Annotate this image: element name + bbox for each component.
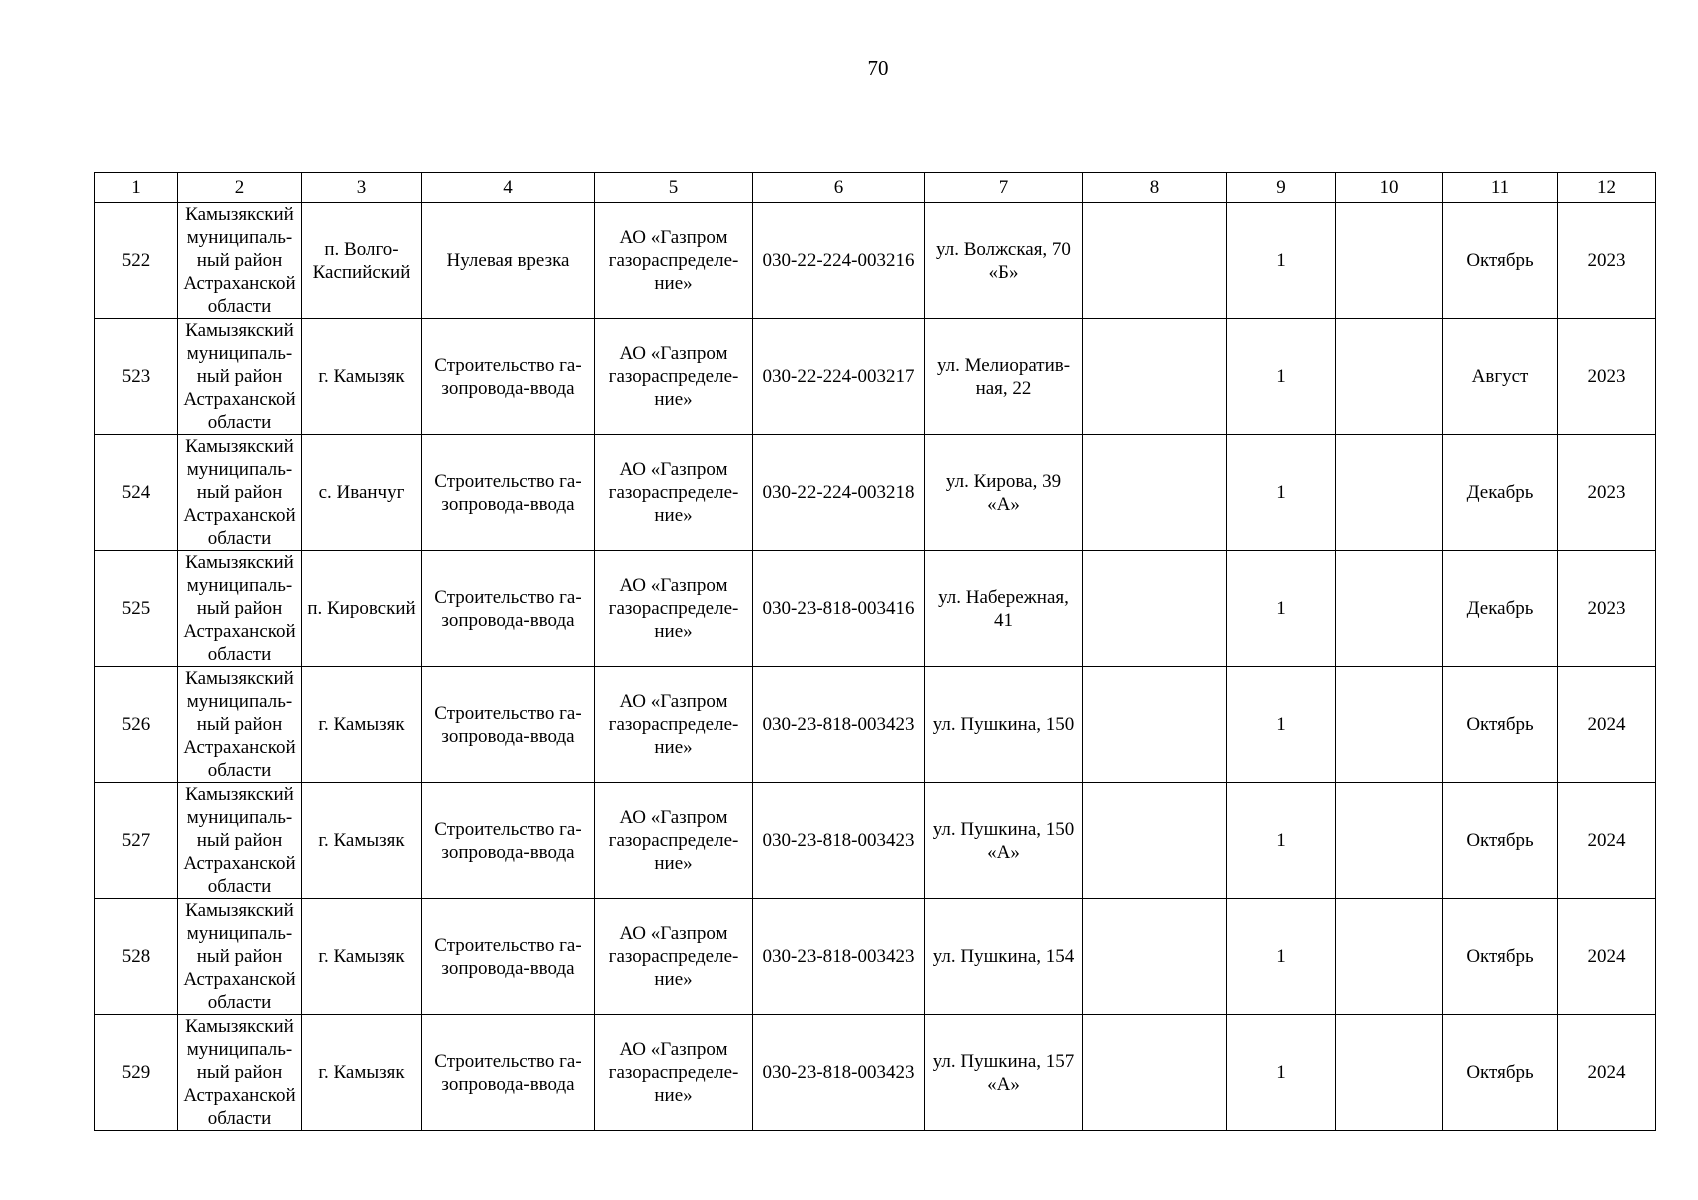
settlement-cell: [302, 319, 422, 435]
work-type-text: Строительство га- зопровода-ввода: [434, 586, 582, 631]
column-header: 3: [302, 173, 422, 203]
address-text: ул. Пушкина, 154: [932, 946, 1075, 967]
column-header: 9: [1227, 173, 1336, 203]
table-body: [95, 203, 1656, 1131]
work-type-cell: [422, 319, 595, 435]
column-10-cell: [1336, 783, 1443, 899]
settlement-cell: [302, 899, 422, 1015]
row-number-cell: 529: [95, 1015, 178, 1131]
column-9-cell: 1: [1227, 435, 1336, 551]
code-cell: 030-22-224-003217: [753, 319, 925, 435]
table-row: [95, 1015, 1656, 1131]
organization-text: АО «Газпром газораспределе- ние»: [608, 807, 739, 874]
settlement-text: г. Камызяк: [318, 946, 405, 967]
table-row: [95, 899, 1656, 1015]
column-10-cell: [1336, 899, 1443, 1015]
organization-text: АО «Газпром газораспределе- ние»: [608, 691, 739, 758]
column-8-cell: [1083, 783, 1227, 899]
settlement-text: г. Камызяк: [318, 830, 405, 851]
organization-text: АО «Газпром газораспределе- ние»: [608, 459, 739, 526]
code-cell: 030-23-818-003423: [753, 667, 925, 783]
work-type-text: Строительство га- зопровода-ввода: [434, 702, 582, 747]
column-9-cell: 1: [1227, 783, 1336, 899]
settlement-cell: [302, 551, 422, 667]
address-cell: [925, 1015, 1083, 1131]
document-table: [94, 172, 1656, 1131]
settlement-text: п. Кировский: [307, 598, 416, 619]
organization-cell: [595, 783, 753, 899]
address-text: ул. Мелиоратив- ная, 22: [936, 354, 1071, 399]
column-9-cell: 1: [1227, 319, 1336, 435]
column-9-cell: 1: [1227, 667, 1336, 783]
page-number: 70: [867, 56, 889, 80]
row-number-cell: 528: [95, 899, 178, 1015]
table-row: [95, 667, 1656, 783]
district-cell: [178, 551, 302, 667]
address-text: ул. Пушкина, 150 «А»: [932, 818, 1075, 863]
organization-text: АО «Газпром газораспределе- ние»: [608, 575, 739, 642]
table-row: [95, 551, 1656, 667]
district-text: Камызякский муниципаль- ный район Астраханской области: [183, 552, 296, 665]
work-type-text: Строительство га- зопровода-ввода: [434, 1050, 582, 1095]
settlement-cell: [302, 203, 422, 319]
settlement-text: г. Камызяк: [318, 1062, 405, 1083]
address-cell: [925, 783, 1083, 899]
organization-text: АО «Газпром газораспределе- ние»: [608, 343, 739, 410]
column-8-cell: [1083, 319, 1227, 435]
district-text: Камызякский муниципаль- ный район Астраханской области: [183, 668, 296, 781]
address-text: ул. Набережная, 41: [938, 586, 1069, 631]
settlement-text: с. Иванчуг: [318, 482, 405, 503]
code-cell: 030-23-818-003423: [753, 899, 925, 1015]
column-header: 8: [1083, 173, 1227, 203]
column-header: 6: [753, 173, 925, 203]
column-10-cell: [1336, 551, 1443, 667]
year-cell: 2023: [1558, 319, 1656, 435]
organization-text: АО «Газпром газораспределе- ние»: [608, 923, 739, 990]
year-cell: 2024: [1558, 783, 1656, 899]
work-type-text: Нулевая врезка: [446, 250, 570, 271]
row-number-cell: 523: [95, 319, 178, 435]
settlement-cell: [302, 667, 422, 783]
column-8-cell: [1083, 899, 1227, 1015]
work-type-cell: [422, 203, 595, 319]
code-cell: 030-22-224-003216: [753, 203, 925, 319]
column-8-cell: [1083, 203, 1227, 319]
table-row: [95, 435, 1656, 551]
address-text: ул. Пушкина, 150: [932, 714, 1075, 735]
month-cell: Октябрь: [1443, 203, 1558, 319]
district-text: Камызякский муниципаль- ный район Астраханской области: [183, 1016, 296, 1129]
column-8-cell: [1083, 667, 1227, 783]
district-text: Камызякский муниципаль- ный район Астраханской области: [183, 784, 296, 897]
row-number-cell: 524: [95, 435, 178, 551]
district-cell: [178, 319, 302, 435]
month-cell: Октябрь: [1443, 667, 1558, 783]
address-text: ул. Кирова, 39 «А»: [945, 470, 1062, 515]
district-cell: [178, 435, 302, 551]
organization-cell: [595, 435, 753, 551]
month-cell: Август: [1443, 319, 1558, 435]
address-cell: [925, 899, 1083, 1015]
address-text: ул. Волжская, 70 «Б»: [936, 238, 1071, 283]
table-row: [95, 319, 1656, 435]
address-cell: [925, 435, 1083, 551]
organization-cell: [595, 899, 753, 1015]
table-row: [95, 783, 1656, 899]
column-10-cell: [1336, 435, 1443, 551]
column-header: 1: [95, 173, 178, 203]
column-10-cell: [1336, 203, 1443, 319]
address-cell: [925, 203, 1083, 319]
district-cell: [178, 899, 302, 1015]
column-9-cell: 1: [1227, 899, 1336, 1015]
column-header: 11: [1443, 173, 1558, 203]
column-8-cell: [1083, 1015, 1227, 1131]
organization-cell: [595, 551, 753, 667]
address-cell: [925, 551, 1083, 667]
organization-cell: [595, 203, 753, 319]
column-10-cell: [1336, 667, 1443, 783]
organization-text: АО «Газпром газораспределе- ние»: [608, 1039, 739, 1106]
settlement-cell: [302, 435, 422, 551]
district-cell: [178, 783, 302, 899]
district-text: Камызякский муниципаль- ный район Астраханской области: [183, 320, 296, 433]
settlement-text: г. Камызяк: [318, 714, 405, 735]
work-type-cell: [422, 899, 595, 1015]
column-9-cell: 1: [1227, 203, 1336, 319]
year-cell: 2023: [1558, 551, 1656, 667]
settlement-text: п. Волго- Каспийский: [312, 238, 411, 283]
work-type-cell: [422, 1015, 595, 1131]
column-header: 7: [925, 173, 1083, 203]
work-type-cell: [422, 551, 595, 667]
year-cell: 2023: [1558, 203, 1656, 319]
month-cell: Декабрь: [1443, 551, 1558, 667]
organization-text: АО «Газпром газораспределе- ние»: [608, 227, 739, 294]
month-cell: Октябрь: [1443, 899, 1558, 1015]
column-header: 12: [1558, 173, 1656, 203]
district-cell: [178, 667, 302, 783]
settlement-cell: [302, 783, 422, 899]
settlement-cell: [302, 1015, 422, 1131]
work-type-text: Строительство га- зопровода-ввода: [434, 818, 582, 863]
organization-cell: [595, 319, 753, 435]
column-10-cell: [1336, 1015, 1443, 1131]
work-type-text: Строительство га- зопровода-ввода: [434, 470, 582, 515]
code-cell: 030-22-224-003218: [753, 435, 925, 551]
address-text: ул. Пушкина, 157 «А»: [932, 1050, 1075, 1095]
year-cell: 2023: [1558, 435, 1656, 551]
month-cell: Октябрь: [1443, 783, 1558, 899]
year-cell: 2024: [1558, 899, 1656, 1015]
column-header: 4: [422, 173, 595, 203]
code-cell: 030-23-818-003423: [753, 1015, 925, 1131]
column-header: 10: [1336, 173, 1443, 203]
settlement-text: г. Камызяк: [318, 366, 405, 387]
work-type-cell: [422, 435, 595, 551]
row-number-cell: 527: [95, 783, 178, 899]
district-cell: [178, 1015, 302, 1131]
district-text: Камызякский муниципаль- ный район Астраханской области: [183, 436, 296, 549]
column-8-cell: [1083, 551, 1227, 667]
work-type-text: Строительство га- зопровода-ввода: [434, 934, 582, 979]
address-cell: [925, 667, 1083, 783]
organization-cell: [595, 1015, 753, 1131]
column-header: 2: [178, 173, 302, 203]
column-9-cell: 1: [1227, 551, 1336, 667]
row-number-cell: 525: [95, 551, 178, 667]
work-type-cell: [422, 667, 595, 783]
district-text: Камызякский муниципаль- ный район Астраханской области: [183, 900, 296, 1013]
column-8-cell: [1083, 435, 1227, 551]
work-type-cell: [422, 783, 595, 899]
month-cell: Декабрь: [1443, 435, 1558, 551]
year-cell: 2024: [1558, 1015, 1656, 1131]
row-number-cell: 522: [95, 203, 178, 319]
address-cell: [925, 319, 1083, 435]
code-cell: 030-23-818-003416: [753, 551, 925, 667]
year-cell: 2024: [1558, 667, 1656, 783]
district-cell: [178, 203, 302, 319]
organization-cell: [595, 667, 753, 783]
month-cell: Октябрь: [1443, 1015, 1558, 1131]
code-cell: 030-23-818-003423: [753, 783, 925, 899]
header-row: [95, 173, 1656, 203]
row-number-cell: 526: [95, 667, 178, 783]
column-9-cell: 1: [1227, 1015, 1336, 1131]
district-text: Камызякский муниципаль- ный район Астраханской области: [183, 204, 296, 317]
table-row: [95, 203, 1656, 319]
column-header: 5: [595, 173, 753, 203]
column-10-cell: [1336, 319, 1443, 435]
work-type-text: Строительство га- зопровода-ввода: [434, 354, 582, 399]
